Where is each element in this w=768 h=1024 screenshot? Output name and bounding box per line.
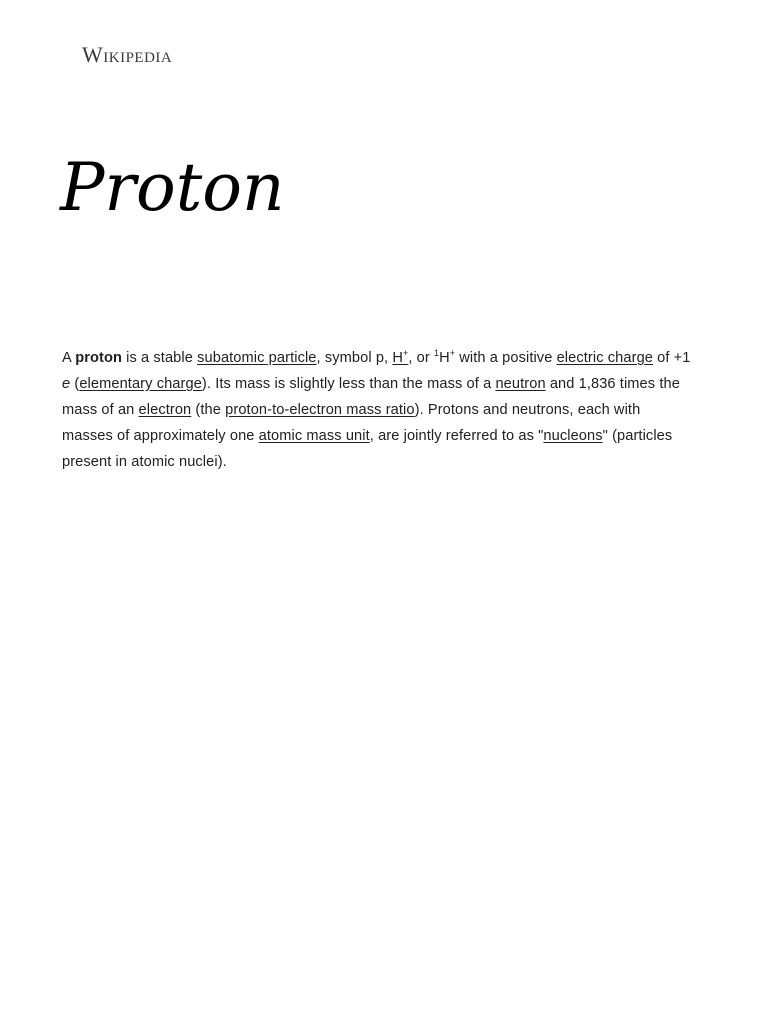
article-lead-paragraph	[62, 345, 692, 475]
link-nucleons[interactable]: nucleons	[543, 428, 603, 444]
lead-text: , are jointly referred to as "	[369, 428, 544, 444]
lead-text: (the	[191, 402, 226, 418]
lead-text: is a stable	[121, 350, 198, 366]
link-neutron[interactable]: neutron	[495, 376, 546, 392]
isotope-mass-number: 1	[434, 348, 440, 358]
lead-text: (	[70, 376, 80, 392]
link-electron[interactable]: electron	[138, 402, 192, 418]
isotope-charge: +	[449, 348, 456, 358]
lead-text: and 1,836 times the mass of an	[62, 376, 680, 418]
lead-text: with a positive	[455, 350, 557, 366]
link-proton-to-electron-mass-ratio[interactable]: proton-to-electron mass ratio	[225, 402, 415, 418]
link-hydron-charge: +	[403, 348, 409, 358]
lead-term-bold: proton	[75, 350, 122, 366]
link-subatomic-particle[interactable]: subatomic particle	[197, 350, 317, 366]
lead-text: of +1	[653, 350, 691, 366]
lead-text: ). Its mass is slightly less than the mass of a	[201, 376, 496, 392]
wikipedia-logo[interactable]: Wikipedia	[82, 42, 173, 67]
link-atomic-mass-unit[interactable]: atomic mass unit	[258, 428, 370, 444]
lead-text: A	[62, 350, 76, 366]
lead-text: " (particles present in atomic nuclei).	[62, 428, 673, 470]
link-elementary-charge[interactable]: elementary charge	[79, 376, 202, 392]
lead-text: ). Protons and neutrons, each with masses of approximately one	[62, 402, 641, 444]
lead-text: , symbol p,	[316, 350, 393, 366]
elementary-charge-symbol: e	[62, 376, 71, 392]
link-hydron[interactable]	[392, 350, 408, 366]
isotope-symbol: H	[439, 350, 450, 366]
link-hydron-base: H	[392, 350, 403, 366]
lead-text: , or	[408, 350, 434, 366]
page-title: Proton	[60, 149, 285, 226]
link-electric-charge[interactable]: electric charge	[556, 350, 653, 366]
